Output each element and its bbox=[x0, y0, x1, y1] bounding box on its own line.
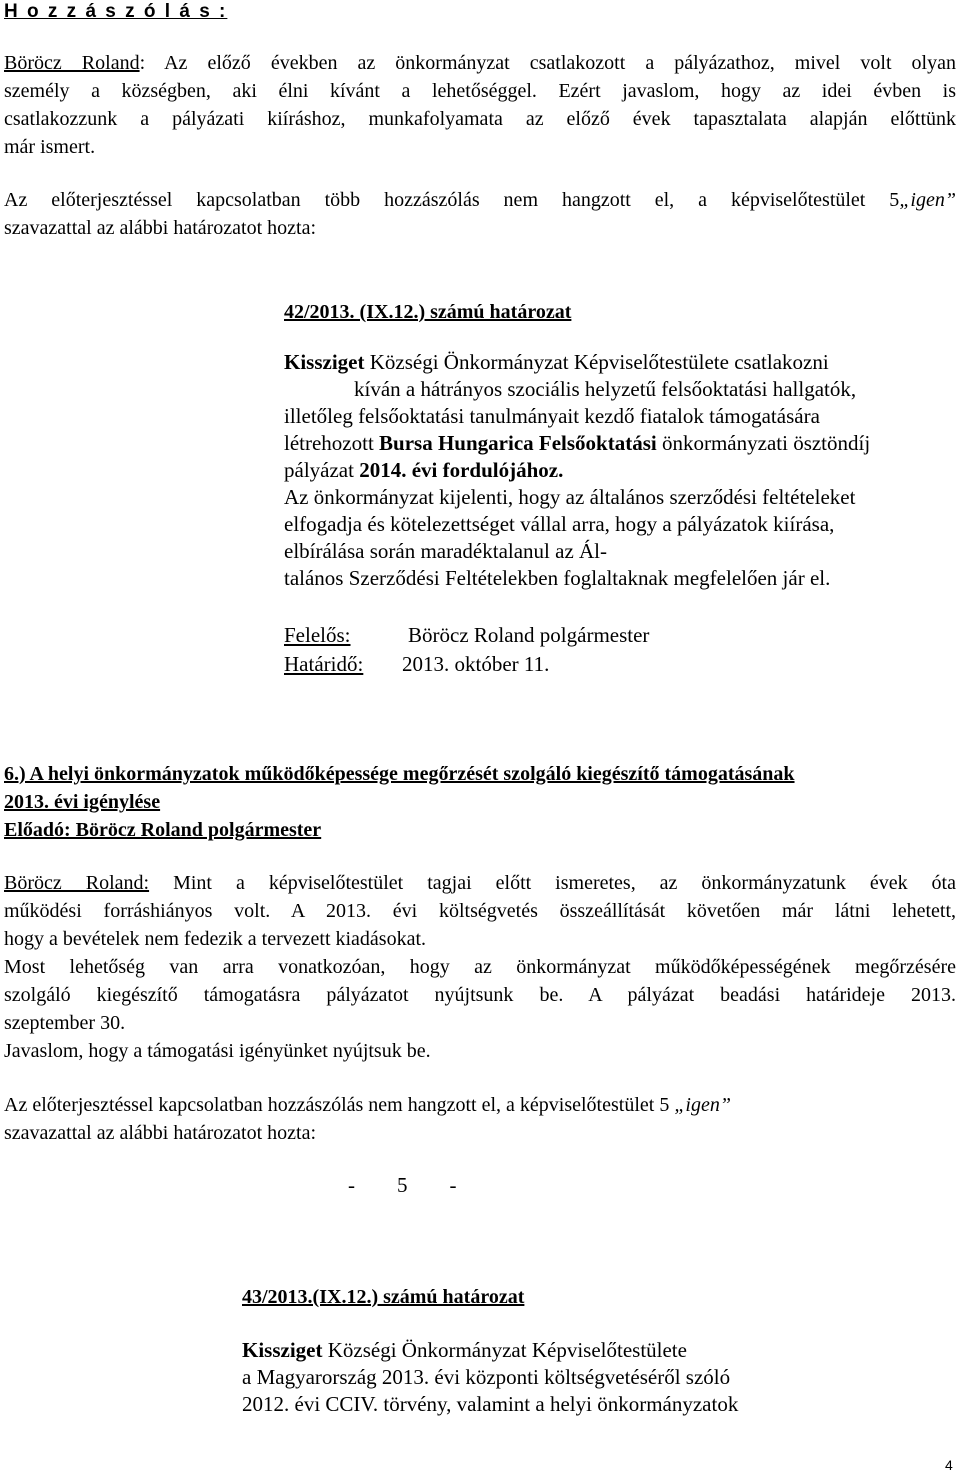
resolution42-line9: talános Szerződési Feltételekben foglaltaknak megfelelően jár el. bbox=[284, 566, 831, 590]
resolution42-title: 42/2013. (IX.12.) számú határozat bbox=[284, 301, 572, 323]
comment2-line1-text: Mint a képviselőtestület tagjai előtt ismeretes, az önkormányzatunk évek óta bbox=[149, 872, 956, 894]
comment2-line4: Most lehetőség van arra vonatkozóan, hogy az önkormányzat működőképességének megőrzésére bbox=[4, 956, 956, 978]
resolution43-line3: 2012. évi CCIV. törvény, valamint a helyi önkormányzatok bbox=[242, 1392, 739, 1416]
resolution42-line6: Az önkormányzat kijelenti, hogy az általános szerződési feltételeket bbox=[284, 485, 856, 509]
resolution42-line5-pre: pályázat bbox=[284, 458, 360, 482]
vote1-line2: szavazattal az alábbi határozatot hozta: bbox=[4, 217, 317, 239]
resolution42-line4-post: önkormányzati ösztöndíj bbox=[656, 431, 871, 455]
deadline-value: 2013. október 11. bbox=[402, 652, 550, 676]
responsible-label: Felelős: bbox=[284, 623, 351, 647]
comment1-line4: már ismert. bbox=[4, 136, 96, 158]
comment1-line1 bbox=[4, 53, 956, 73]
resolution42-line4-pre: létrehozott bbox=[284, 431, 380, 455]
resolution42-line1-text: Községi Önkormányzat Képviselőtestülete csatlakozni bbox=[364, 350, 829, 374]
vote2-line1-text: Az előterjesztéssel kapcsolatban hozzászólás nem hangzott el, a képviselőtestület 5 bbox=[4, 1094, 675, 1116]
resolution42-line2: kíván a hátrányos szociális helyzetű felsőoktatási hallgatók, bbox=[354, 377, 857, 401]
comment2-line7: Javaslom, hogy a támogatási igényünket nyújtsuk be. bbox=[4, 1040, 431, 1062]
agenda6-title-line2: 2013. évi igénylése bbox=[4, 791, 161, 813]
program-name: Bursa Hungarica Felsőoktatási bbox=[379, 431, 657, 455]
resolution42-line8: elbírálása során maradéktalanul az Ál- bbox=[284, 539, 608, 563]
vote2-line2: szavazattal az alábbi határozatot hozta: bbox=[4, 1122, 317, 1144]
vote2-line1 bbox=[4, 1095, 731, 1115]
comment2-line5: szolgáló kiegészítő támogatásra pályázatot nyújtsunk be. A pályázat beadási határideje 2013. bbox=[4, 984, 956, 1006]
section-heading: H o z z á s z ó l á s : bbox=[4, 1, 228, 22]
comment2-line6: szeptember 30. bbox=[4, 1012, 126, 1034]
resolution42-line7: elfogadja és kötelezettséget vállal arra, hogy a pályázatok kiírása, bbox=[284, 512, 835, 536]
vote2-igen: „igen” bbox=[674, 1094, 731, 1116]
comment1-line1-text: Az előző években az önkormányzat csatlakozott a pályázathoz, mivel volt olyan bbox=[145, 52, 956, 74]
municipality-name-2: Kissziget bbox=[242, 1338, 323, 1362]
resolution42-line1 bbox=[284, 352, 829, 373]
page-number: 4 bbox=[945, 1457, 953, 1473]
speaker-name: Böröcz Roland bbox=[4, 52, 140, 74]
comment2-line2: működési forráshiányos volt. A 2013. évi költségvetés összeállítását követően már látni lehetett, bbox=[4, 900, 956, 922]
resolution43-line2: a Magyarország 2013. évi központi költségvetéséről szóló bbox=[242, 1365, 731, 1389]
round-year: 2014. évi fordulójához. bbox=[359, 458, 564, 482]
resolution42-line5 bbox=[284, 460, 563, 481]
comment2-line3: hogy a bevételek nem fedezik a tervezett kiadásokat. bbox=[4, 928, 427, 950]
resolution43-line1 bbox=[242, 1340, 687, 1361]
deadline-label: Határidő: bbox=[284, 652, 364, 676]
speaker2-name: Böröcz Roland: bbox=[4, 872, 150, 894]
municipality-name: Kissziget bbox=[284, 350, 365, 374]
responsible-value: Böröcz Roland polgármester bbox=[408, 623, 650, 647]
comment1-line2: személy a községben, aki élni kívánt a lehetőséggel. Ezért javaslom, hogy az idei évben is bbox=[4, 80, 956, 102]
agenda6-title-line1: 6.) A helyi önkormányzatok működőképessége megőrzését szolgáló kiegészítő támogatásának bbox=[4, 763, 795, 785]
agenda6-presenter: Előadó: Böröcz Roland polgármester bbox=[4, 819, 322, 841]
comment2-line1 bbox=[4, 873, 956, 893]
vote1-igen: „igen” bbox=[899, 189, 956, 211]
resolution43-title: 43/2013.(IX.12.) számú határozat bbox=[242, 1286, 525, 1308]
resolution43-line1-text: Községi Önkormányzat Képviselőtestülete bbox=[322, 1338, 687, 1362]
comment1-line3: csatlakozzunk a pályázati kiíráshoz, munkafolyamata az előző évek tapasztalata alapján előttünk bbox=[4, 108, 956, 130]
page-center-number: - 5 - bbox=[348, 1173, 457, 1197]
vote1-line1-text: Az előterjesztéssel kapcsolatban több hozzászólás nem hangzott el, a képviselőtestület 5 bbox=[4, 189, 900, 211]
speaker-colon: : bbox=[139, 52, 146, 74]
resolution42-line3: illetőleg felsőoktatási tanulmányait kezdő fiatalok támogatására bbox=[284, 404, 820, 428]
vote1-line1 bbox=[4, 190, 956, 210]
resolution42-line4 bbox=[284, 433, 870, 454]
